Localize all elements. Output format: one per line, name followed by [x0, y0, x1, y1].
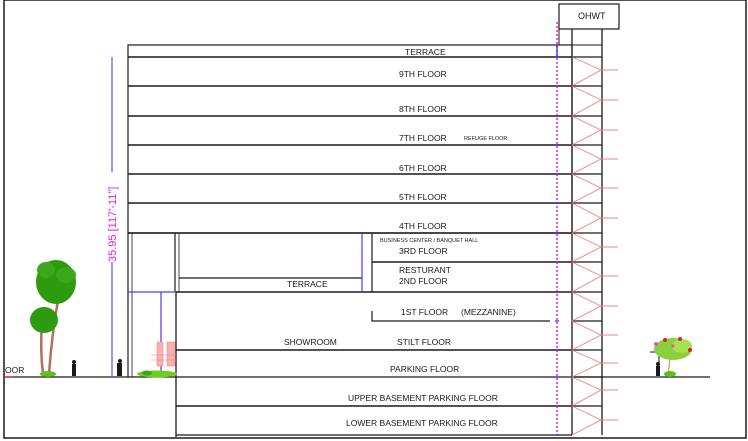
mezzanine-note: (MEZZANINE): [461, 307, 516, 317]
podium-block: [128, 233, 572, 437]
business-center-note: BUSINESS CENTER / BANQUET HALL: [380, 238, 479, 244]
floor-label-4th: 4TH FLOOR: [399, 221, 447, 231]
floor-labels: [5, 11, 606, 428]
person-icon: [117, 359, 122, 376]
floor-label-3rd: 3RD FLOOR: [399, 246, 448, 256]
floor-label-stilt: STILT FLOOR: [397, 337, 452, 347]
ground-floor-label-fragment: OOR: [5, 365, 25, 375]
restaurant-note: RESTURANT: [399, 265, 451, 275]
showroom-label: SHOWROOM: [284, 337, 337, 347]
floor-label-terrace: TERRACE: [405, 47, 446, 57]
refuge-floor-note: REFUGE FLOOR: [464, 136, 508, 142]
palm-tree-icon: [30, 260, 76, 377]
floor-label-1st: 1ST FLOOR: [401, 307, 449, 317]
floor-label-7th: 7TH FLOOR: [399, 133, 447, 143]
ohwt-support: [559, 29, 602, 45]
floor-label-parking: PARKING FLOOR: [390, 364, 460, 374]
floor-label-2nd: 2ND FLOOR: [399, 276, 448, 286]
floor-label-upper-basement: UPPER BASEMENT PARKING FLOOR: [348, 393, 498, 403]
podium-terrace-label: TERRACE: [287, 279, 328, 289]
floor-label-9th: 9TH FLOOR: [399, 69, 447, 79]
ohwt-label: OHWT: [578, 11, 606, 21]
stair-core: [559, 4, 619, 435]
floor-label-5th: 5TH FLOOR: [399, 192, 447, 202]
stair-landings: [601, 70, 618, 420]
floor-label-6th: 6TH FLOOR: [399, 163, 447, 173]
entry-steps: [151, 342, 176, 366]
overall-height-dimension-label: 35.95 [117'-11"]: [107, 186, 119, 262]
person-icon: [72, 360, 76, 376]
floor-label-lower-basement: LOWER BASEMENT PARKING FLOOR: [346, 418, 498, 428]
shrub-icon: [137, 371, 177, 378]
stair-flights: [572, 57, 601, 435]
floor-label-8th: 8TH FLOOR: [399, 104, 447, 114]
